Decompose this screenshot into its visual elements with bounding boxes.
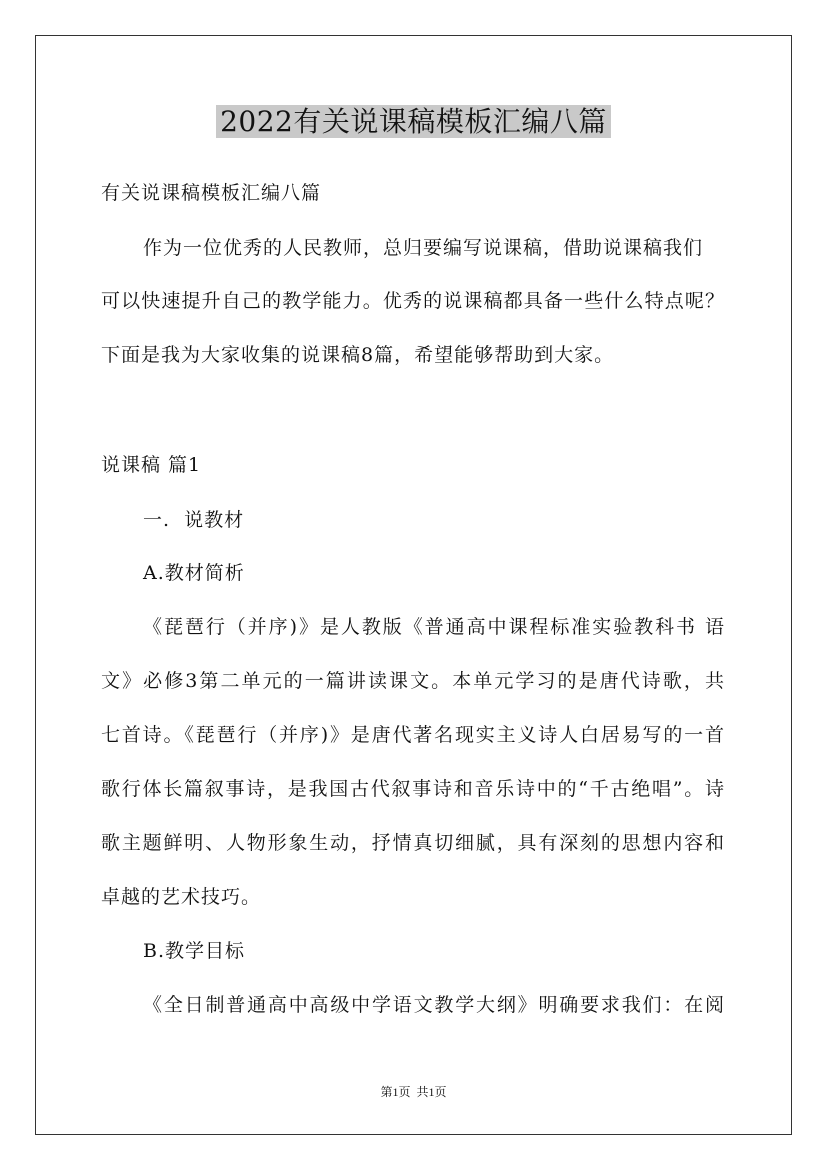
para-a-line-6: 卓越的艺术技巧。 [101,886,262,908]
para-a-line-4: 歌行体长篇叙事诗，是我国古代叙事诗和音乐诗中的“千古绝唱”。诗 [101,778,725,800]
intro-line-1: 作为一位优秀的人民教师，总归要编写说课稿，借助说课稿我们 [143,237,704,259]
page-footer: 第1页 共1页 [380,1085,447,1099]
para-a-line-2: 文》必修3第二单元的一篇讲读课文。本单元学习的是唐代诗歌，共 [101,670,725,692]
para-a-line-5: 歌主题鲜明、人物形象生动，抒情真切细腻，具有深刻的思想内容和 [101,832,725,854]
para-a-line-3: 七首诗。《琵琶行（并序)》是唐代著名现实主义诗人白居易写的一首 [101,724,725,746]
document-title [0,100,827,144]
para-a-line-1: 《琵琶行（并序)》是人教版《普通高中课程标准实验教科书 语 [143,616,725,638]
part-a-heading: A.教材简析 [143,562,245,584]
intro-line-2: 可以快速提升自己的教学能力。优秀的说课稿都具备一些什么特点呢？ [101,290,725,312]
part-b-heading: B.教学目标 [143,940,246,962]
intro-line-3: 下面是我为大家收集的说课稿8篇，希望能够帮助到大家。 [101,344,615,366]
section-heading: 说课稿 篇1 [101,454,202,476]
part-one-heading: 一. 说教材 [143,509,245,531]
para-b-line-1: 《全日制普通高中高级中学语文教学大纲》明确要求我们：在阅 [143,994,725,1016]
document-title-text: 2022有关说课稿模板汇编八篇 [216,105,611,138]
document-subtitle: 有关说课稿模板汇编八篇 [101,182,322,204]
